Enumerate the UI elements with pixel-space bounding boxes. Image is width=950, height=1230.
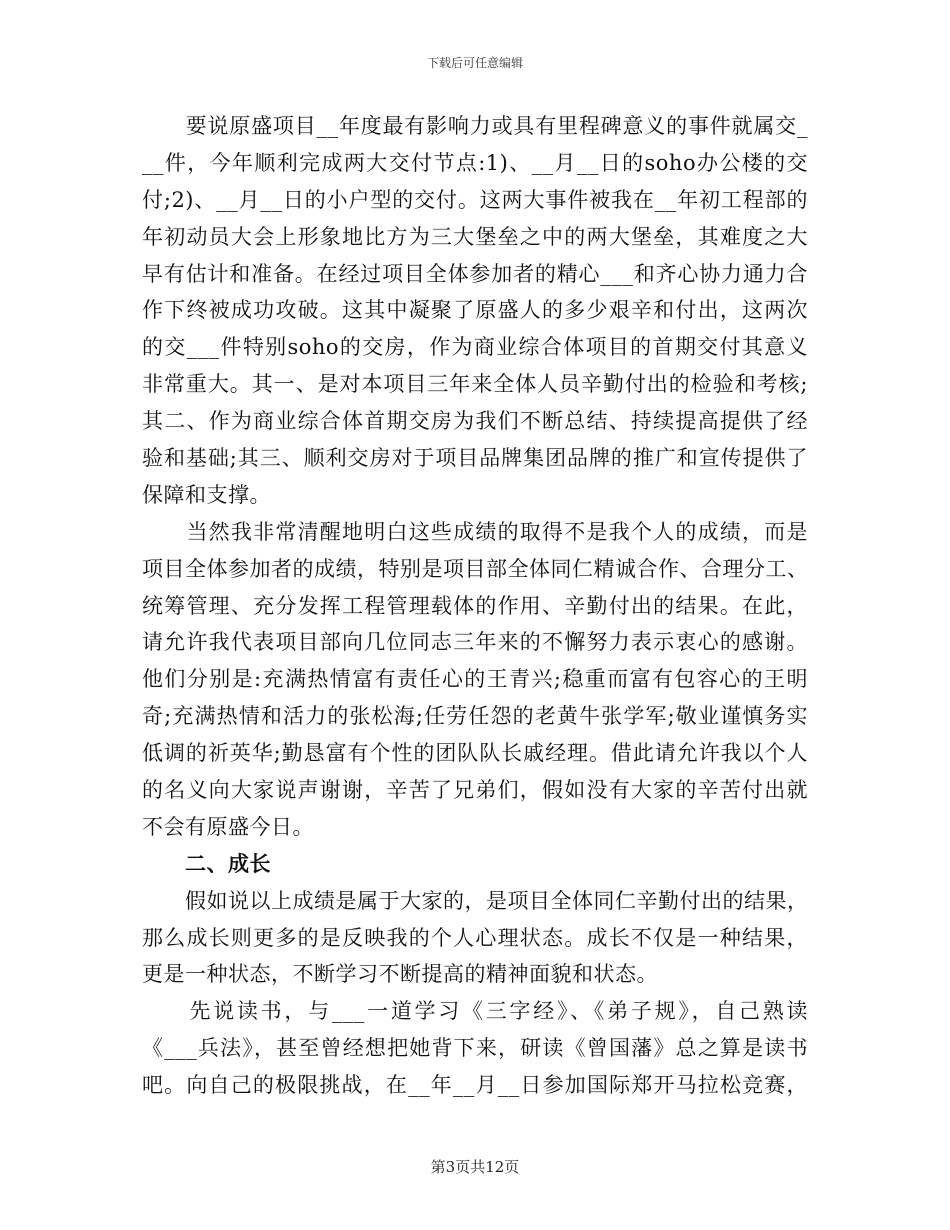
- section-heading: 二、成长: [142, 851, 271, 876]
- text-line: 他们分别是:充满热情富有责任心的王青兴;稳重而富有包容心的王明: [142, 667, 808, 692]
- text-line: 要说原盛项目__年度最有影响力或具有里程碑意义的事件就属交_: [142, 114, 808, 138]
- text-line: 当然我非常清醒地明白这些成绩的取得不是我个人的成绩，而是: [142, 519, 808, 544]
- text-line: 其二、作为商业综合体首期交房为我们不断总结、持续提高提供了经: [142, 409, 808, 434]
- text-line: 年初动员大会上形象地比方为三大堡垒之中的两大堡垒，其难度之大: [142, 224, 808, 249]
- text-line: 作下终被成功攻破。这其中凝聚了原盛人的多少艰辛和付出，这两次: [142, 298, 808, 323]
- page-header: 下载后可任意编辑: [426, 56, 523, 70]
- text-line: 先说读书，与___一道学习《三字经》、《弟子规》，自己熟读: [142, 999, 808, 1024]
- text-line: 假如说以上成绩是属于大家的，是项目全体同仁辛勤付出的结果，: [142, 888, 808, 913]
- text-line: 请允许我代表项目部向几位同志三年来的不懈努力表示衷心的感谢。: [142, 630, 808, 655]
- text-line: 项目全体参加者的成绩，特别是项目部全体同仁精诚合作、合理分工、: [142, 556, 808, 581]
- text-line: 奇;充满热情和活力的张松海;任劳任怨的老黄牛张学军;敬业谨慎务实: [142, 704, 808, 729]
- text-line: 不会有原盛今日。: [142, 814, 314, 839]
- page-footer: 第3页共12页: [430, 1158, 520, 1176]
- text-line: 吧。向自己的极限挑战，在__年__月__日参加国际郑开马拉松竞赛，: [142, 1073, 808, 1098]
- text-line: __件，今年顺利完成两大交付节点:1)、__月__日的soho办公楼的交: [142, 150, 808, 175]
- text-line: 付;2)、__月__日的小户型的交付。这两大事件被我在__年初工程部的: [142, 187, 808, 212]
- text-line: 早有估计和准备。在经过项目全体参加者的精心___和齐心协力通力合: [142, 261, 808, 286]
- text-line: 更是一种状态，不断学习不断提高的精神面貌和状态。: [142, 962, 658, 987]
- text-line: 非常重大。其一、是对本项目三年来全体人员辛勤付出的检验和考核;: [142, 372, 808, 397]
- document-body: [142, 108, 808, 1104]
- text-line: 的名义向大家说声谢谢，辛苦了兄弟们，假如没有大家的辛苦付出就: [142, 778, 808, 803]
- text-line: 低调的祈英华;勤恳富有个性的团队队长戚经理。借此请允许我以个人: [142, 741, 808, 766]
- text-line: 统筹管理、充分发挥工程管理载体的作用、辛勤付出的结果。在此，: [142, 593, 808, 618]
- text-line: 保障和支撑。: [142, 482, 271, 507]
- text-line: 那么成长则更多的是反映我的个人心理状态。成长不仅是一种结果，: [142, 925, 808, 950]
- text-line: 《___兵法》，甚至曾经想把她背下来，研读《曾国藩》总之算是读书: [142, 1036, 808, 1061]
- text-line: 验和基础;其三、顺利交房对于项目品牌集团品牌的推广和宣传提供了: [142, 446, 808, 471]
- text-line: 的交___件特别soho的交房，作为商业综合体项目的首期交付其意义: [142, 335, 808, 360]
